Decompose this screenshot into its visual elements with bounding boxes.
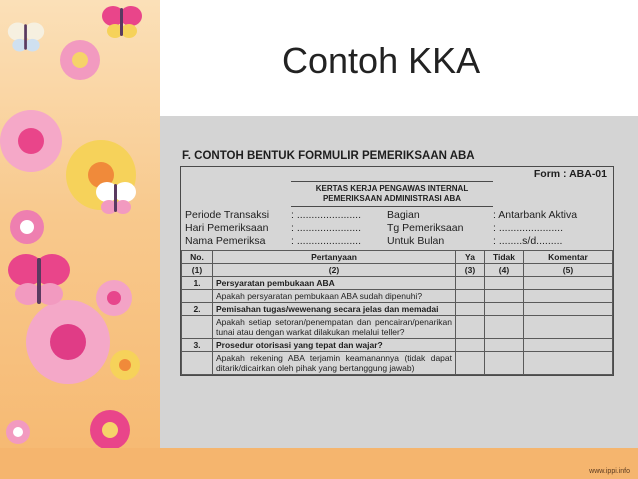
row-ya-cell: [456, 352, 485, 375]
decorative-bottom-band: [0, 448, 638, 479]
row-komentar-cell: [524, 303, 613, 316]
row-question: Persyaratan pembukaan ABA: [213, 277, 456, 290]
row-no: 2.: [182, 303, 213, 316]
tg-value: : ......................: [493, 222, 564, 234]
row-komentar-cell: [524, 290, 613, 303]
flower-icon: [6, 420, 30, 444]
subheader-1: (1): [182, 264, 213, 277]
form-title-line2: PEMERIKSAAN ADMINISTRASI ABA: [322, 194, 462, 203]
tg-label: Tg Pemeriksaan: [387, 222, 464, 234]
row-tidak-cell: [485, 290, 524, 303]
subheader-5: (5): [524, 264, 613, 277]
table-row: [182, 303, 613, 316]
form-title: [291, 181, 493, 207]
decorative-floral-border: [0, 0, 160, 479]
table-header-row: [182, 251, 613, 264]
row-no: [182, 290, 213, 303]
periode-label: Periode Transaksi: [185, 209, 270, 221]
row-komentar-cell: [524, 352, 613, 375]
form-meta: [181, 207, 613, 250]
header-tidak: Tidak: [485, 251, 524, 264]
row-tidak-cell: [485, 277, 524, 290]
row-question: Pemisahan tugas/wewenang secara jelas dan memadai: [213, 303, 456, 316]
form-id: Form : ABA-01: [533, 168, 607, 180]
bagian-label: Bagian: [387, 209, 420, 221]
table-row: [182, 339, 613, 352]
nama-value: : ......................: [291, 235, 362, 247]
row-no: 1.: [182, 277, 213, 290]
document-heading: F. CONTOH BENTUK FORMULIR PEMERIKSAAN ABA: [182, 150, 475, 162]
row-komentar-cell: [524, 339, 613, 352]
row-no: [182, 352, 213, 375]
audit-form: [180, 166, 614, 376]
row-ya-cell: [456, 339, 485, 352]
hari-value: : ......................: [291, 222, 362, 234]
bulan-label: Untuk Bulan: [387, 235, 445, 247]
header-no: No.: [182, 251, 213, 264]
row-no: [182, 316, 213, 339]
periode-value: : ......................: [291, 209, 362, 221]
row-ya-cell: [456, 290, 485, 303]
form-title-line1: KERTAS KERJA PENGAWAS INTERNAL: [315, 184, 469, 193]
slide-title: Contoh KKA: [282, 40, 481, 81]
table-row: [182, 316, 613, 339]
header-pertanyaan: Pertanyaan: [213, 251, 456, 264]
row-question: Prosedur otorisasi yang tepat dan wajar?: [213, 339, 456, 352]
row-tidak-cell: [485, 352, 524, 375]
nama-label: Nama Pemeriksa: [185, 235, 266, 247]
butterfly-icon: [94, 180, 138, 216]
row-ya-cell: [456, 277, 485, 290]
table-row: [182, 277, 613, 290]
row-no: 3.: [182, 339, 213, 352]
flower-icon: [60, 40, 100, 80]
row-komentar-cell: [524, 316, 613, 339]
row-tidak-cell: [485, 316, 524, 339]
subheader-2: (2): [213, 264, 456, 277]
table-row: [182, 352, 613, 375]
flower-icon: [0, 110, 62, 172]
row-komentar-cell: [524, 277, 613, 290]
row-ya-cell: [456, 303, 485, 316]
table-row: [182, 290, 613, 303]
flower-icon: [110, 350, 140, 380]
bulan-value: : ........s/d.........: [493, 235, 563, 247]
flower-icon: [90, 410, 130, 450]
row-tidak-cell: [485, 303, 524, 316]
table-subheader-row: [182, 264, 613, 277]
butterfly-icon: [4, 250, 74, 310]
watermark: www.ippi.info: [589, 468, 630, 475]
row-question: Apakah rekening ABA terjamin keamanannya (tidak dapat ditarik/dicairkan oleh pihak yang bertanggung jawab): [213, 352, 456, 375]
row-question: Apakah setiap setoran/penempatan dan pencairan/penarikan tunai atau dengan warkat dilakukan melalui teller?: [213, 316, 456, 339]
subheader-4: (4): [485, 264, 524, 277]
header-komentar: Komentar: [524, 251, 613, 264]
row-ya-cell: [456, 316, 485, 339]
header-ya: Ya: [456, 251, 485, 264]
questions-table: [181, 250, 613, 375]
hari-label: Hari Pemeriksaan: [185, 222, 269, 234]
butterfly-icon: [100, 4, 144, 40]
bagian-value: : Antarbank Aktiva: [493, 209, 578, 221]
row-question: Apakah persyaratan pembukaan ABA sudah dipenuhi?: [213, 290, 456, 303]
form-document-image: [160, 116, 638, 448]
flower-icon: [26, 300, 110, 384]
flower-icon: [96, 280, 132, 316]
flower-icon: [10, 210, 44, 244]
row-tidak-cell: [485, 339, 524, 352]
subheader-3: (3): [456, 264, 485, 277]
butterfly-icon: [6, 20, 46, 54]
